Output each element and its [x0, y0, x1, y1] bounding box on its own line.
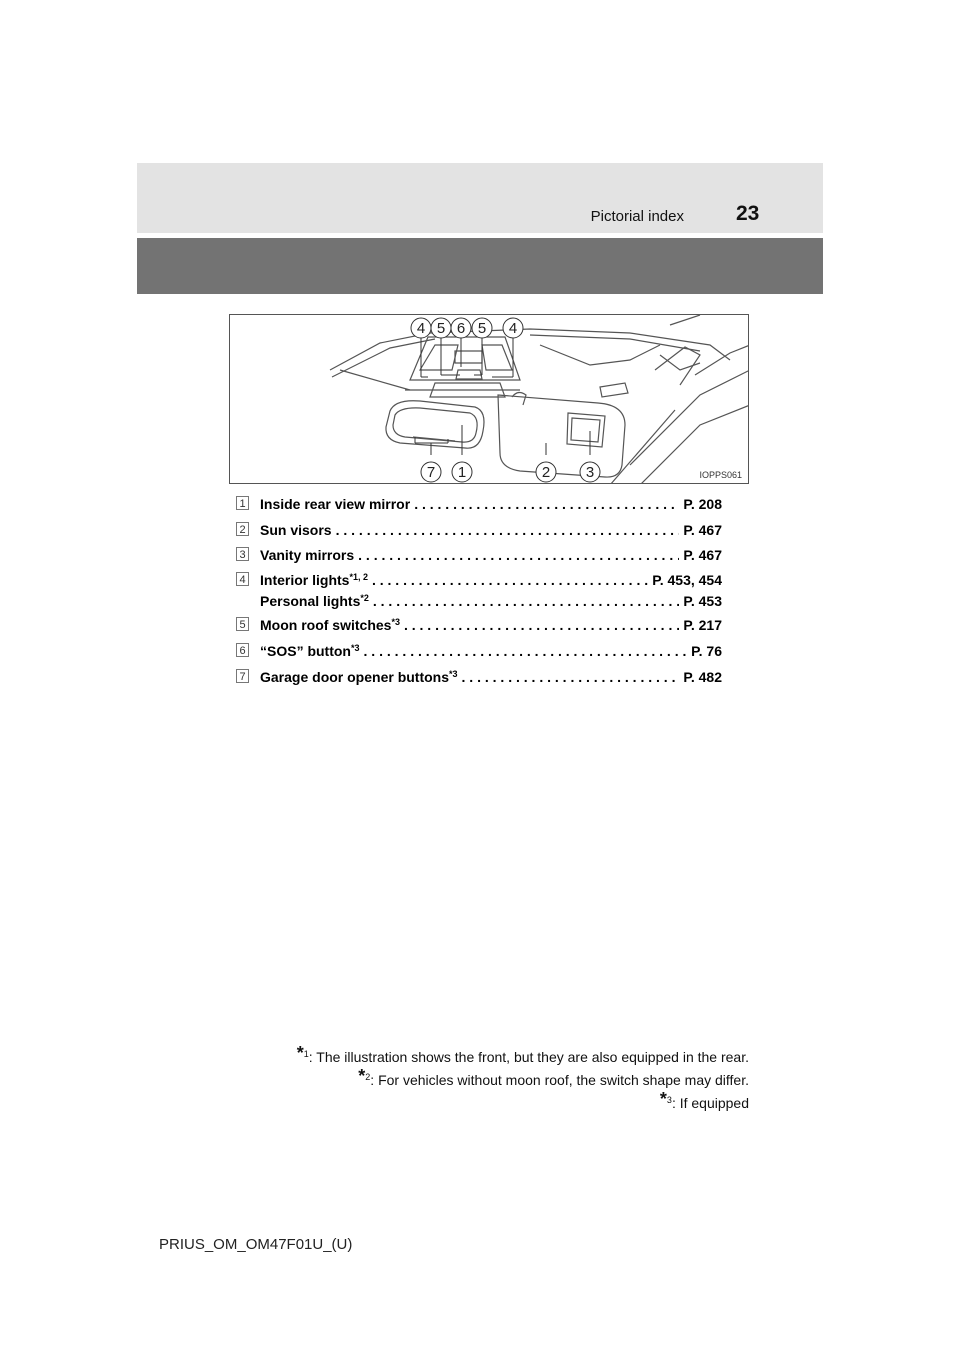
footnote-ref: *3 — [391, 617, 400, 627]
page-reference[interactable]: P. 453, 454 — [652, 572, 722, 588]
callout-top-1: 4 — [416, 320, 426, 337]
illustration-drawing — [230, 315, 749, 484]
callout-top-4: 5 — [477, 320, 487, 337]
footnote-text: : For vehicles without moon roof, the switch shape may differ. — [370, 1072, 749, 1088]
index-entry-5 — [236, 615, 722, 641]
figure-code: IOPPS061 — [699, 470, 742, 480]
entry-label: Inside rear view mirror — [260, 496, 411, 512]
callout-top-5: 4 — [508, 320, 518, 337]
entry-number: 1 — [236, 496, 249, 510]
page-reference[interactable]: P. 76 — [691, 643, 722, 659]
index-entry-4 — [236, 570, 722, 615]
footnote-2 — [297, 1066, 749, 1092]
page-reference[interactable]: P. 208 — [683, 496, 722, 512]
header-band — [137, 163, 823, 233]
footnote-ref: *3 — [449, 669, 458, 679]
leader-dots — [372, 570, 648, 591]
entry-label: Sun visors — [260, 522, 332, 538]
footnote-star: * — [659, 1089, 667, 1109]
footnote-3 — [297, 1089, 749, 1115]
callout-bottom-3: 2 — [541, 464, 551, 481]
page-reference[interactable]: P. 467 — [683, 547, 722, 563]
footnote-ref: *1, 2 — [349, 572, 368, 582]
section-banner — [137, 238, 823, 294]
index-list — [236, 494, 722, 693]
section-title: Pictorial index — [590, 208, 684, 225]
entry-label: Personal lights — [260, 593, 361, 609]
entry-label: Moon roof switches — [260, 617, 392, 633]
entry-label: “SOS” button — [260, 643, 351, 659]
footnote-text: : If equipped — [671, 1095, 749, 1111]
index-entry-7 — [236, 667, 722, 693]
entry-number: 7 — [236, 669, 249, 683]
footnotes — [296, 1043, 749, 1115]
footnote-number: 1 — [303, 1049, 309, 1059]
index-entry-2 — [236, 520, 722, 545]
entry-label: Garage door opener buttons — [260, 669, 450, 685]
leader-dots — [373, 591, 679, 612]
document-code: PRIUS_OM_OM47F01U_(U) — [159, 1236, 353, 1253]
entry-number: 3 — [236, 547, 249, 561]
entry-number: 2 — [236, 522, 249, 536]
entry-number: 5 — [236, 617, 249, 631]
footnote-text: : The illustration shows the front, but they are also equipped in the rear. — [308, 1049, 749, 1065]
callout-bottom-4: 3 — [585, 464, 595, 481]
callout-bottom-2: 1 — [457, 464, 467, 481]
leader-dots — [462, 667, 680, 688]
index-entry-6 — [236, 641, 722, 667]
page-reference[interactable]: P. 217 — [683, 617, 722, 633]
index-entry-3 — [236, 545, 722, 570]
footnote-number: 3 — [666, 1095, 672, 1105]
overhead-console-illustration — [229, 314, 749, 484]
page-reference[interactable]: P. 482 — [683, 669, 722, 685]
page-number: 23 — [736, 202, 760, 225]
callout-top-3: 6 — [456, 320, 466, 337]
leader-dots — [358, 545, 679, 566]
entry-number: 4 — [236, 572, 249, 586]
footnote-ref: *3 — [351, 643, 360, 653]
footnote-star: * — [358, 1066, 366, 1086]
leader-dots — [336, 520, 680, 541]
leader-dots — [364, 641, 688, 662]
entry-label: Vanity mirrors — [260, 547, 355, 563]
footnote-star: * — [296, 1043, 304, 1063]
leader-dots — [404, 615, 679, 636]
callout-top-2: 5 — [436, 320, 446, 337]
callout-bottom-1: 7 — [426, 464, 436, 481]
index-entry-1 — [236, 494, 722, 520]
page-reference[interactable]: P. 453 — [683, 593, 722, 609]
entry-number: 6 — [236, 643, 249, 657]
entry-label: Interior lights — [260, 572, 350, 588]
leader-dots — [414, 494, 679, 515]
footnote-ref: *2 — [360, 593, 369, 603]
footnote-number: 2 — [365, 1072, 371, 1082]
page-reference[interactable]: P. 467 — [683, 522, 722, 538]
